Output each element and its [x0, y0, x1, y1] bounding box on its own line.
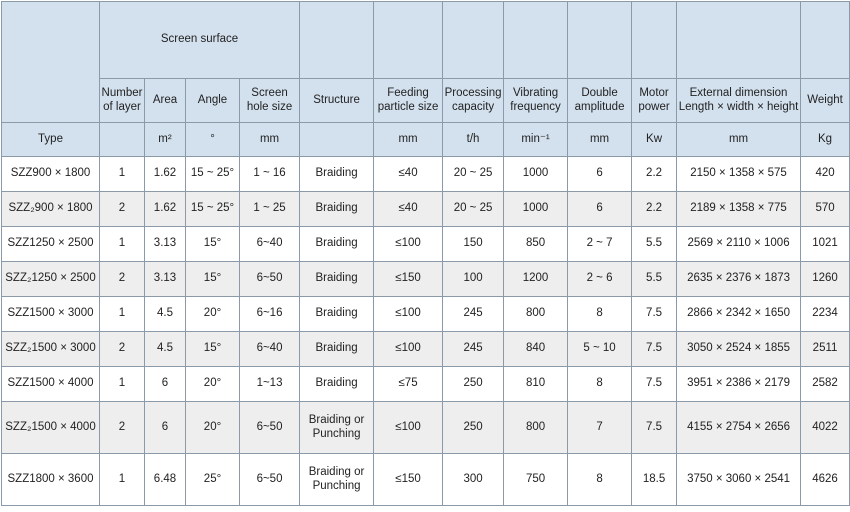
- table-cell: Braiding: [300, 227, 374, 262]
- table-row: [2, 262, 850, 297]
- table-cell: 1021: [801, 227, 850, 262]
- header-cell-blank: [504, 2, 568, 79]
- table-cell: 300: [443, 454, 504, 506]
- table-cell: 2 ~ 6: [568, 262, 632, 297]
- column-header: External dimension Length × width × height: [677, 79, 801, 123]
- column-header: Vibrating frequency: [504, 79, 568, 123]
- table-cell: 1000: [504, 192, 568, 227]
- table-row: [2, 454, 850, 506]
- table-cell: 25°: [186, 454, 240, 506]
- table-cell: 7.5: [632, 402, 677, 454]
- table-cell: ≤150: [374, 454, 443, 506]
- unit-cell: mm: [677, 123, 801, 157]
- group-header-row: [2, 2, 850, 79]
- table-cell: 15 ~ 25°: [186, 192, 240, 227]
- table-cell: 1.62: [145, 192, 186, 227]
- unit-cell: mm: [240, 123, 300, 157]
- table-cell: 800: [504, 297, 568, 332]
- table-cell: ≤40: [374, 192, 443, 227]
- type-cell: SZZ1500 × 4000: [2, 367, 100, 402]
- type-cell: SZZ900 × 1800: [2, 157, 100, 192]
- table-cell: 150: [443, 227, 504, 262]
- table-cell: 2866 × 2342 × 1650: [677, 297, 801, 332]
- table-cell: 1~13: [240, 367, 300, 402]
- table-cell: 5.5: [632, 227, 677, 262]
- table-cell: 20°: [186, 297, 240, 332]
- column-header-row: [2, 79, 850, 123]
- table-cell: 2582: [801, 367, 850, 402]
- unit-cell: [100, 123, 145, 157]
- table-cell: 6: [568, 157, 632, 192]
- header-cell-blank: [300, 2, 374, 79]
- table-cell: 245: [443, 332, 504, 367]
- table-cell: 2234: [801, 297, 850, 332]
- column-header: Double amplitude: [568, 79, 632, 123]
- table-cell: 15°: [186, 332, 240, 367]
- unit-cell: min⁻¹: [504, 123, 568, 157]
- table-cell: 6.48: [145, 454, 186, 506]
- spec-table: [1, 1, 850, 506]
- table-cell: 1: [100, 297, 145, 332]
- type-cell: SZZ1800 × 3600: [2, 454, 100, 506]
- table-cell: 20°: [186, 402, 240, 454]
- type-cell: SZZ1500 × 3000: [2, 297, 100, 332]
- table-row: [2, 157, 850, 192]
- table-cell: 15 ~ 25°: [186, 157, 240, 192]
- table-cell: 2: [100, 262, 145, 297]
- table-cell: 6: [145, 402, 186, 454]
- table-cell: 850: [504, 227, 568, 262]
- table-cell: 4022: [801, 402, 850, 454]
- table-cell: 250: [443, 402, 504, 454]
- table-cell: 7.5: [632, 367, 677, 402]
- header-cell-blank: [568, 2, 632, 79]
- table-cell: 1000: [504, 157, 568, 192]
- table-cell: 4155 × 2754 × 2656: [677, 402, 801, 454]
- table-cell: 6~40: [240, 332, 300, 367]
- table-cell: Braiding or Punching: [300, 454, 374, 506]
- table-cell: 2635 × 2376 × 1873: [677, 262, 801, 297]
- column-header: Feeding particle size: [374, 79, 443, 123]
- table-cell: 6~50: [240, 402, 300, 454]
- table-cell: Braiding: [300, 332, 374, 367]
- table-cell: 4626: [801, 454, 850, 506]
- table-cell: 20 ~ 25: [443, 157, 504, 192]
- unit-cell: m²: [145, 123, 186, 157]
- unit-cell: mm: [374, 123, 443, 157]
- unit-cell: Kw: [632, 123, 677, 157]
- table-cell: 750: [504, 454, 568, 506]
- header-cell-blank: [632, 2, 677, 79]
- table-cell: 840: [504, 332, 568, 367]
- table-cell: 7.5: [632, 332, 677, 367]
- column-header: Processing capacity: [443, 79, 504, 123]
- table-cell: ≤100: [374, 227, 443, 262]
- table-cell: 4.5: [145, 297, 186, 332]
- table-cell: 2.2: [632, 192, 677, 227]
- table-cell: 1.62: [145, 157, 186, 192]
- table-cell: 8: [568, 297, 632, 332]
- table-cell: ≤40: [374, 157, 443, 192]
- table-row: [2, 227, 850, 262]
- table-cell: 6~40: [240, 227, 300, 262]
- column-header: Motor power: [632, 79, 677, 123]
- table-cell: 3951 × 2386 × 2179: [677, 367, 801, 402]
- table-cell: ≤150: [374, 262, 443, 297]
- table-cell: 2150 × 1358 × 575: [677, 157, 801, 192]
- header-cell-blank-top: [2, 2, 100, 123]
- table-cell: 570: [801, 192, 850, 227]
- column-header: Area: [145, 79, 186, 123]
- table-cell: 1200: [504, 262, 568, 297]
- table-row: [2, 402, 850, 454]
- table-cell: 8: [568, 454, 632, 506]
- table-cell: 6~50: [240, 262, 300, 297]
- table-cell: Braiding: [300, 297, 374, 332]
- table-cell: 2: [100, 332, 145, 367]
- header-cell-blank: [443, 2, 504, 79]
- column-header: Weight: [801, 79, 850, 123]
- table-cell: 3750 × 3060 × 2541: [677, 454, 801, 506]
- table-cell: 2: [100, 192, 145, 227]
- unit-cell: t/h: [443, 123, 504, 157]
- table-cell: 7.5: [632, 297, 677, 332]
- table-cell: 5.5: [632, 262, 677, 297]
- table-cell: 2569 × 2110 × 1006: [677, 227, 801, 262]
- table-cell: ≤75: [374, 367, 443, 402]
- table-cell: 1 ~ 16: [240, 157, 300, 192]
- table-cell: 3.13: [145, 262, 186, 297]
- table-cell: 2.2: [632, 157, 677, 192]
- table-cell: Braiding: [300, 262, 374, 297]
- column-header: Angle: [186, 79, 240, 123]
- unit-cell: Kg: [801, 123, 850, 157]
- unit-cell: mm: [568, 123, 632, 157]
- table-cell: 18.5: [632, 454, 677, 506]
- table-cell: ≤100: [374, 297, 443, 332]
- table-cell: 2 ~ 7: [568, 227, 632, 262]
- table-cell: 3.13: [145, 227, 186, 262]
- table-cell: 2511: [801, 332, 850, 367]
- table-row: [2, 297, 850, 332]
- table-cell: 5 ~ 10: [568, 332, 632, 367]
- table-cell: 3050 × 2524 × 1855: [677, 332, 801, 367]
- unit-cell: [300, 123, 374, 157]
- table-cell: Braiding: [300, 367, 374, 402]
- column-header: Structure: [300, 79, 374, 123]
- table-cell: ≤100: [374, 332, 443, 367]
- table-cell: 2: [100, 402, 145, 454]
- table-cell: 800: [504, 402, 568, 454]
- type-header: Type: [2, 123, 100, 157]
- table-cell: 1: [100, 157, 145, 192]
- table-cell: 6~16: [240, 297, 300, 332]
- table-cell: Braiding: [300, 157, 374, 192]
- table-cell: 20°: [186, 367, 240, 402]
- table-cell: 100: [443, 262, 504, 297]
- type-cell: SZZ₂900 × 1800: [2, 192, 100, 227]
- table-cell: 6: [568, 192, 632, 227]
- header-cell-blank: [801, 2, 850, 79]
- table-cell: 1 ~ 25: [240, 192, 300, 227]
- table-cell: 15°: [186, 227, 240, 262]
- header-cell-blank: [374, 2, 443, 79]
- type-cell: SZZ₂1500 × 3000: [2, 332, 100, 367]
- unit-header-row: [2, 123, 850, 157]
- type-cell: SZZ₂1250 × 2500: [2, 262, 100, 297]
- table-cell: 7: [568, 402, 632, 454]
- table-cell: 250: [443, 367, 504, 402]
- table-row: [2, 332, 850, 367]
- table-cell: 1: [100, 367, 145, 402]
- column-header: Screen hole size: [240, 79, 300, 123]
- table-cell: 810: [504, 367, 568, 402]
- table-cell: 1: [100, 454, 145, 506]
- table-cell: 1: [100, 227, 145, 262]
- table-row: [2, 367, 850, 402]
- unit-cell: °: [186, 123, 240, 157]
- table-cell: Braiding or Punching: [300, 402, 374, 454]
- table-cell: 8: [568, 367, 632, 402]
- table-cell: 15°: [186, 262, 240, 297]
- type-cell: SZZ1250 × 2500: [2, 227, 100, 262]
- column-header: Number of layer: [100, 79, 145, 123]
- type-cell: SZZ₂1500 × 4000: [2, 402, 100, 454]
- table-cell: ≤100: [374, 402, 443, 454]
- table-cell: 4.5: [145, 332, 186, 367]
- table-cell: 2189 × 1358 × 775: [677, 192, 801, 227]
- table-cell: Braiding: [300, 192, 374, 227]
- table-cell: 420: [801, 157, 850, 192]
- table-cell: 6~50: [240, 454, 300, 506]
- header-cell-blank: [677, 2, 801, 79]
- table-cell: 6: [145, 367, 186, 402]
- table-row: [2, 192, 850, 227]
- table-cell: 1260: [801, 262, 850, 297]
- screen-surface-header: Screen surface: [100, 2, 300, 79]
- table-cell: 245: [443, 297, 504, 332]
- table-cell: 20 ~ 25: [443, 192, 504, 227]
